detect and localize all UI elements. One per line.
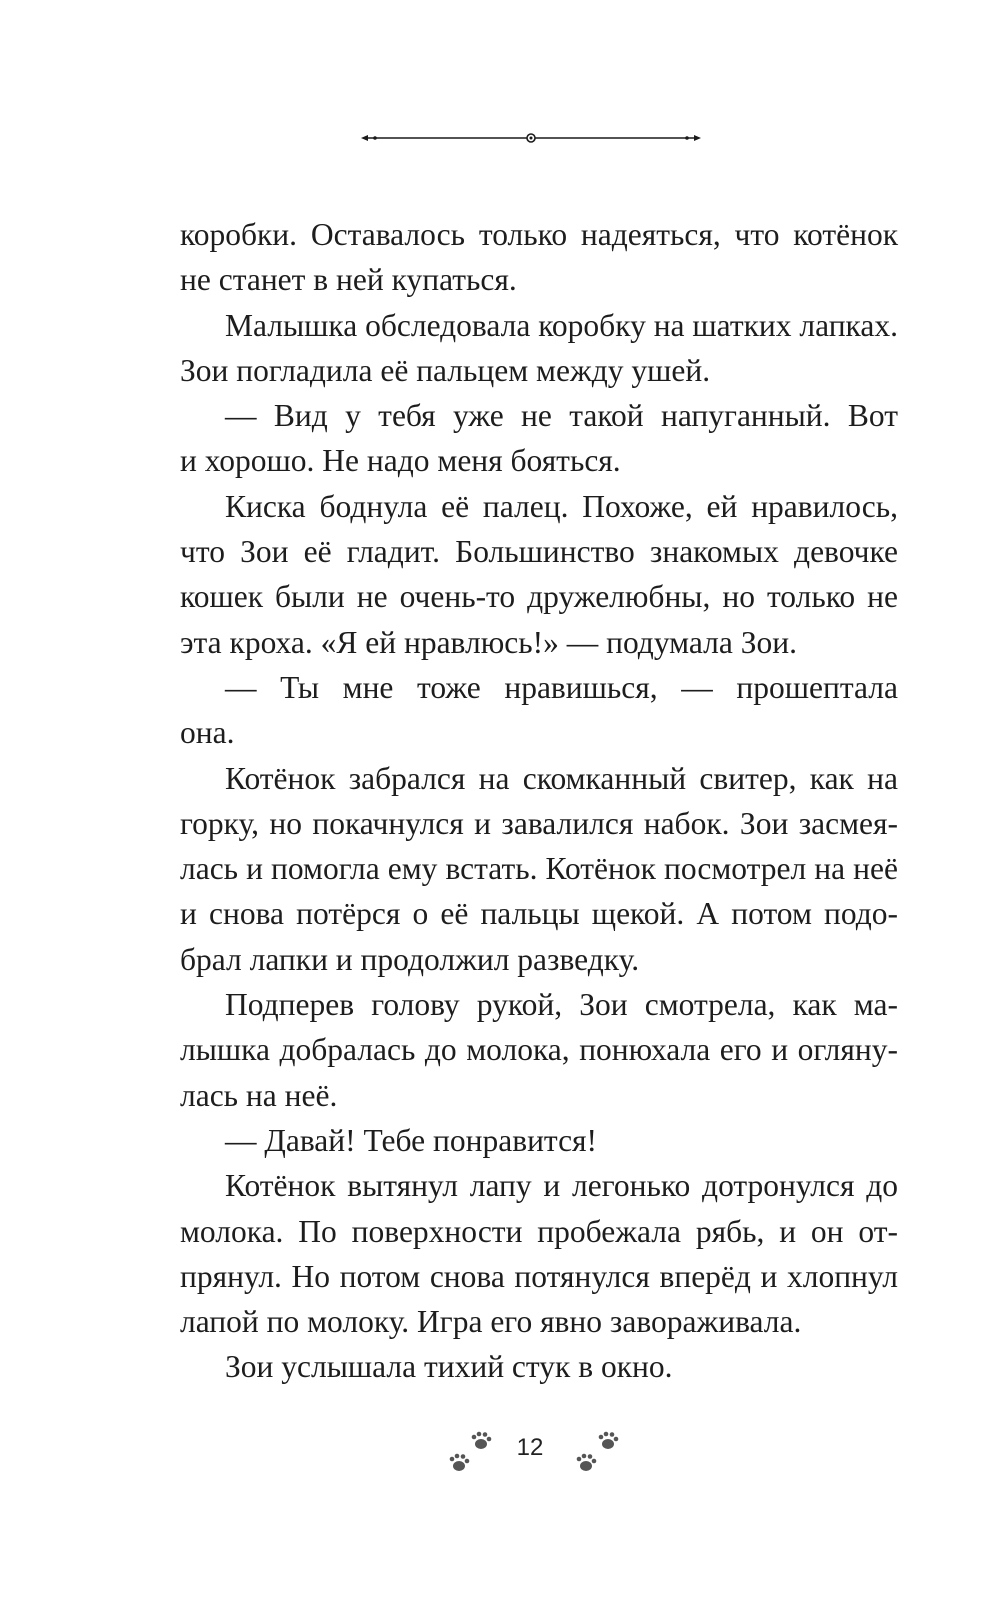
text-line: и хорошо. Не надо меня бояться. — [180, 443, 621, 479]
text-line: Киска боднула её палец. Похоже, ей нравилось, — [225, 488, 898, 524]
text-line: Подперев голову рукой, Зои смотрела, как ма- — [225, 987, 898, 1023]
text-line: брал лапки и продолжил разведку. — [180, 941, 640, 977]
paw-prints-icon — [572, 1430, 632, 1480]
page-number: 12 — [516, 1434, 544, 1461]
text-line: горку, но покачнулся и завалился набок. Зои засмея- — [180, 805, 898, 841]
page-body-text — [180, 212, 898, 1390]
text-line: — Вид у тебя уже не такой напуганный. Вот — [225, 398, 898, 434]
text-line: Зои погладила её пальцем между ушей. — [180, 352, 711, 388]
text-line: эта кроха. «Я ей нравлюсь!» — подумала Зои. — [180, 624, 797, 660]
text-line: Котёнок вытянул лапу и легонько дотронулся до — [225, 1168, 898, 1204]
text-line: не станет в ней купаться. — [180, 262, 517, 298]
text-line: и снова потёрся о её пальцы щекой. А потом подо- — [180, 896, 898, 932]
text-line: — Ты мне тоже нравишься, — прошептала — [225, 669, 898, 705]
text-line: коробки. Оставалось только надеяться, что котёнок — [180, 217, 898, 252]
text-line: лась на неё. — [180, 1077, 338, 1113]
text-line: Малышка обследовала коробку на шатких лапках. — [225, 307, 898, 343]
text-line: молока. По поверхности пробежала рябь, и он от- — [180, 1213, 898, 1249]
divider-ornament-icon — [361, 128, 701, 148]
text-line: Котёнок забрался на скомканный свитер, как на — [225, 760, 898, 796]
text-line: лась и помогла ему встать. Котёнок посмотрел на неё — [180, 851, 898, 887]
text-line: кошек были не очень-то дружелюбны, но только не — [180, 579, 898, 615]
text-line: лышка добралась до молока, понюхала его и огляну- — [180, 1032, 898, 1068]
text-line: — Давай! Тебе понравится! — [225, 1122, 598, 1158]
text-line: лапой по молоку. Игра его явно завораживала. — [180, 1304, 802, 1340]
text-line: что Зои её гладит. Большинство знакомых девочке — [180, 534, 898, 570]
text-line: Зои услышала тихий стук в окно. — [225, 1349, 673, 1385]
text-line: прянул. Но потом снова потянулся вперёд и хлопнул — [180, 1258, 898, 1294]
paw-prints-icon — [445, 1430, 505, 1480]
text-line: она. — [180, 715, 235, 751]
page-footer — [0, 1430, 1000, 1500]
